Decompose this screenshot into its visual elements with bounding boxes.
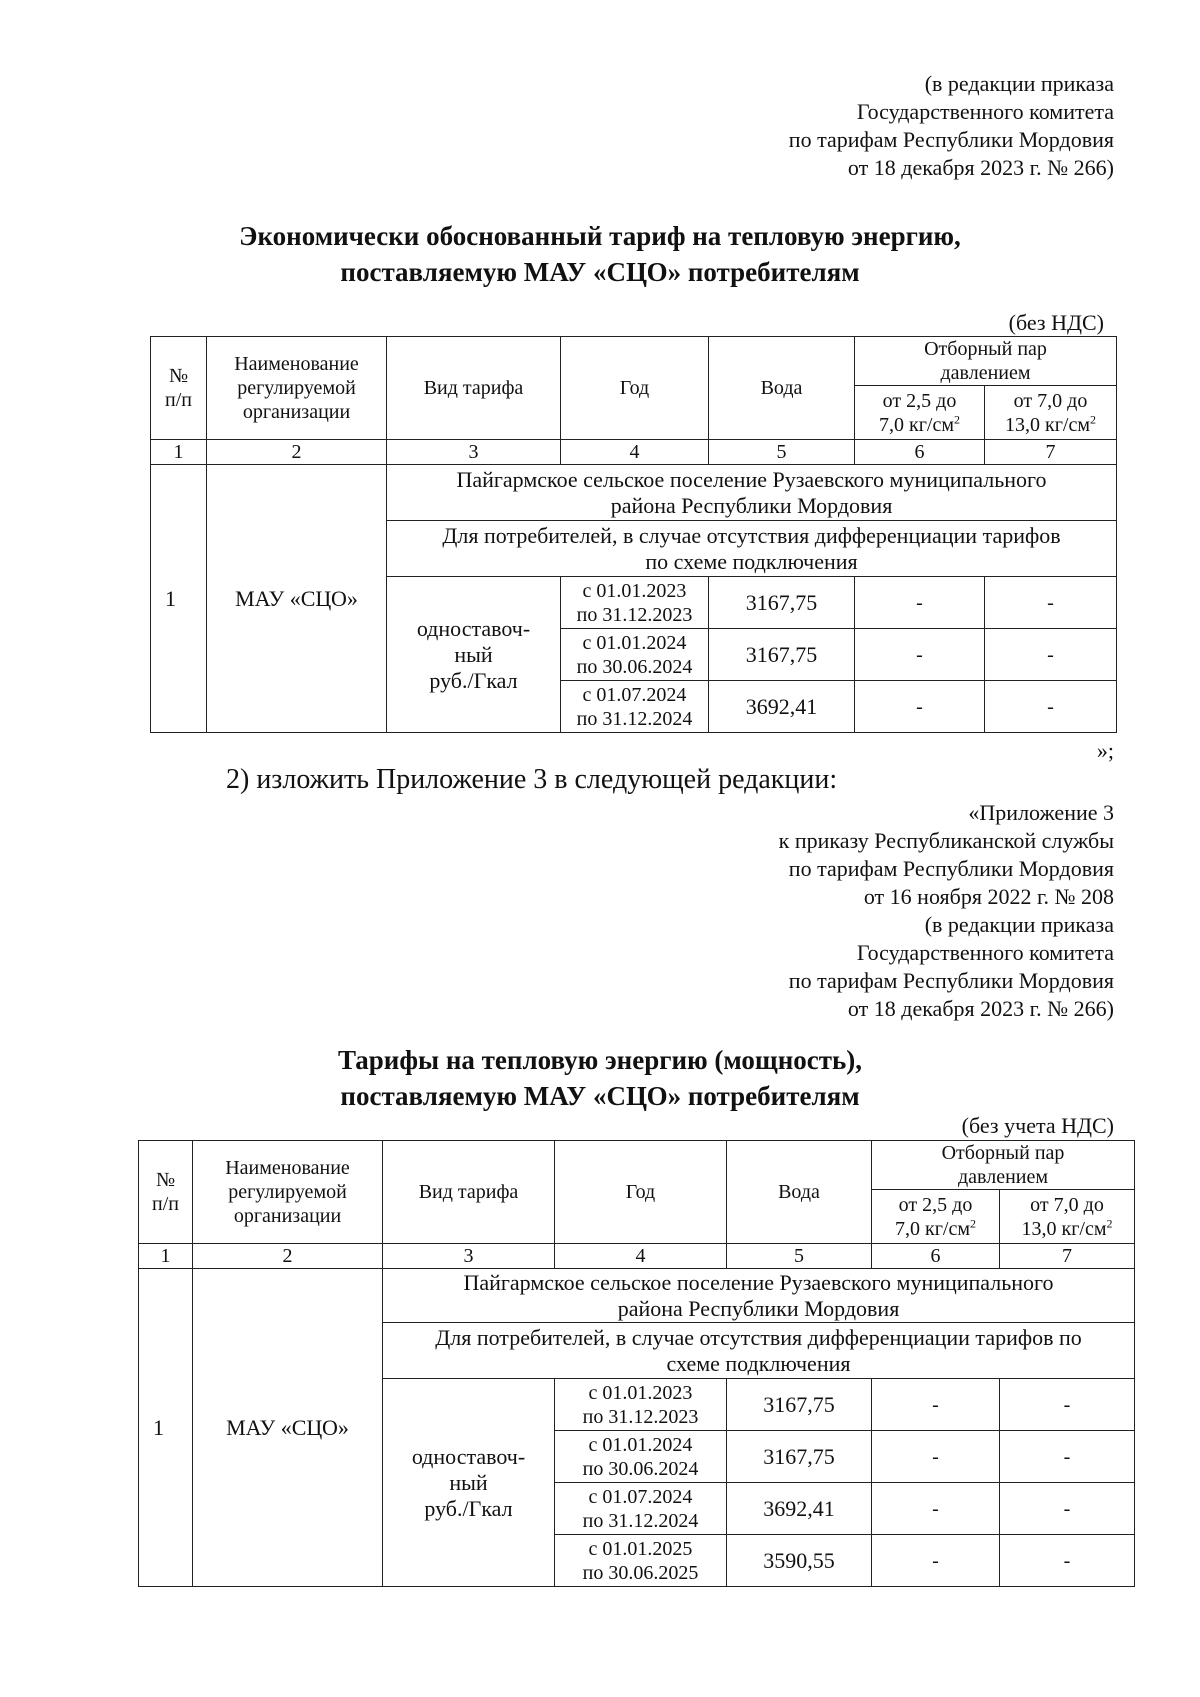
tariff-table-1 [150, 336, 1117, 733]
header-year: Год [561, 337, 709, 440]
stamp-line: по тарифам Республики Мордовия [788, 856, 1114, 881]
header-row [151, 337, 1117, 386]
period-cell: с 01.01.2024 по 30.06.2024 [561, 629, 709, 681]
row-number: 1 [139, 1269, 193, 1587]
header-pressure-2: от 7,0 до 13,0 $кг/см^2$ [1000, 1190, 1135, 1244]
steam-value-1: - [855, 577, 985, 629]
header-tariff-type: Вид тарифа [387, 337, 561, 440]
water-value: 3167,75 [727, 1431, 872, 1483]
header-row [139, 1141, 1135, 1190]
steam-value-1: - [872, 1483, 1000, 1535]
header-organization: Наименование регулируемой организации [193, 1141, 383, 1244]
period-cell: с 01.01.2023 по 31.12.2023 [561, 577, 709, 629]
header-tariff-type: Вид тарифа [383, 1141, 555, 1244]
water-value: 3692,41 [727, 1483, 872, 1535]
steam-value-1: - [872, 1535, 1000, 1587]
edition-stamp-1 [789, 70, 1114, 182]
steam-value-2: - [1000, 1431, 1135, 1483]
header-water: Вода [727, 1141, 872, 1244]
tariff-type-cell: одноставоч- ный руб./Гкал [383, 1379, 555, 1587]
steam-value-2: - [985, 577, 1117, 629]
title-line: поставляемую МАУ «СЦО» потребителям [340, 1081, 860, 1111]
column-number-row [151, 440, 1117, 465]
steam-value-2: - [985, 681, 1117, 733]
period-cell: с 01.01.2023 по 31.12.2023 [555, 1379, 727, 1431]
col-number: 5 [709, 440, 855, 465]
title-2 [0, 1042, 1200, 1114]
consumers-row: Для потребителей, в случае отсутствия дифференциации тарифов по схеме подключения [383, 1323, 1135, 1379]
header-steam: Отборный пар давлением [872, 1141, 1135, 1190]
period-cell: с 01.07.2024 по 31.12.2024 [555, 1483, 727, 1535]
vat-note-1: (без НДС) [1008, 310, 1104, 335]
col-number: 3 [387, 440, 561, 465]
col-number: 7 [1000, 1244, 1135, 1269]
settlement-row: Пайгармское сельское поселение Рузаевского муниципального района Республики Мордовия [387, 465, 1117, 521]
stamp-line: по тарифам Республики Мордовия [788, 968, 1114, 993]
header-year: Год [555, 1141, 727, 1244]
steam-value-1: - [872, 1431, 1000, 1483]
stamp-line: от 18 декабря 2023 г. № 266) [847, 996, 1114, 1021]
water-value: 3167,75 [727, 1379, 872, 1431]
stamp-line: Государственного комитета [856, 940, 1114, 965]
steam-value-1: - [855, 681, 985, 733]
table-row [151, 465, 1117, 521]
steam-value-1: - [872, 1379, 1000, 1431]
closing-quote: »; [1096, 738, 1114, 763]
paragraph-2: 2) изложить Приложение 3 в следующей редакции: [226, 764, 838, 795]
settlement-row: Пайгармское сельское поселение Рузаевского муниципального района Республики Мордовия [383, 1269, 1135, 1323]
stamp-line: от 18 декабря 2023 г. № 266) [847, 155, 1114, 180]
edition-stamp-2 [779, 799, 1114, 1023]
col-number: 3 [383, 1244, 555, 1269]
title-1 [0, 218, 1200, 290]
stamp-line: Государственного комитета [856, 99, 1114, 124]
col-number: 1 [151, 440, 207, 465]
period-cell: с 01.01.2025 по 30.06.2025 [555, 1535, 727, 1587]
col-number: 6 [855, 440, 985, 465]
stamp-line: от 16 ноября 2022 г. № 208 [863, 884, 1114, 909]
header-num: № п/п [139, 1141, 193, 1244]
row-number: 1 [151, 465, 207, 733]
stamp-line: «Приложение 3 [968, 800, 1114, 825]
column-number-row [139, 1244, 1135, 1269]
steam-value-1: - [855, 629, 985, 681]
header-pressure-2: от 7,0 до 13,0 $кг/см^2$ [985, 386, 1117, 440]
period-cell: с 01.01.2024 по 30.06.2024 [555, 1431, 727, 1483]
tariff-table-2 [138, 1140, 1135, 1587]
stamp-line: к приказу Республиканской службы [778, 828, 1114, 853]
stamp-line: (в редакции приказа [924, 71, 1114, 96]
header-num: № п/п [151, 337, 207, 440]
table-row [139, 1269, 1135, 1323]
col-number: 4 [561, 440, 709, 465]
steam-value-2: - [1000, 1535, 1135, 1587]
col-number: 4 [555, 1244, 727, 1269]
header-organization: Наименование регулируемой организации [207, 337, 387, 440]
water-value: 3692,41 [709, 681, 855, 733]
period-cell: с 01.07.2024 по 31.12.2024 [561, 681, 709, 733]
water-value: 3167,75 [709, 629, 855, 681]
header-water: Вода [709, 337, 855, 440]
consumers-row: Для потребителей, в случае отсутствия дифференциации тарифов по схеме подключения [387, 521, 1117, 577]
header-pressure-1: от 2,5 до 7,0 $кг/см^2$ [855, 386, 985, 440]
col-number: 2 [193, 1244, 383, 1269]
col-number: 6 [872, 1244, 1000, 1269]
organization-name: МАУ «СЦО» [193, 1269, 383, 1587]
steam-value-2: - [1000, 1483, 1135, 1535]
title-line: Экономически обоснованный тариф на тепловую энергию, [239, 221, 961, 251]
steam-value-2: - [1000, 1379, 1135, 1431]
col-number: 7 [985, 440, 1117, 465]
stamp-line: (в редакции приказа [924, 912, 1114, 937]
title-line: Тарифы на тепловую энергию (мощность), [337, 1045, 863, 1075]
title-line: поставляемую МАУ «СЦО» потребителям [340, 257, 860, 287]
stamp-line: по тарифам Республики Мордовия [788, 127, 1114, 152]
header-steam: Отборный пар давлением [855, 337, 1117, 386]
water-value: 3590,55 [727, 1535, 872, 1587]
water-value: 3167,75 [709, 577, 855, 629]
steam-value-2: - [985, 629, 1117, 681]
col-number: 1 [139, 1244, 193, 1269]
tariff-type-cell: одноставоч- ный руб./Гкал [387, 577, 561, 733]
col-number: 5 [727, 1244, 872, 1269]
vat-note-2: (без учета НДС) [961, 1113, 1114, 1138]
organization-name: МАУ «СЦО» [207, 465, 387, 733]
col-number: 2 [207, 440, 387, 465]
header-pressure-1: от 2,5 до 7,0 $кг/см^2$ [872, 1190, 1000, 1244]
